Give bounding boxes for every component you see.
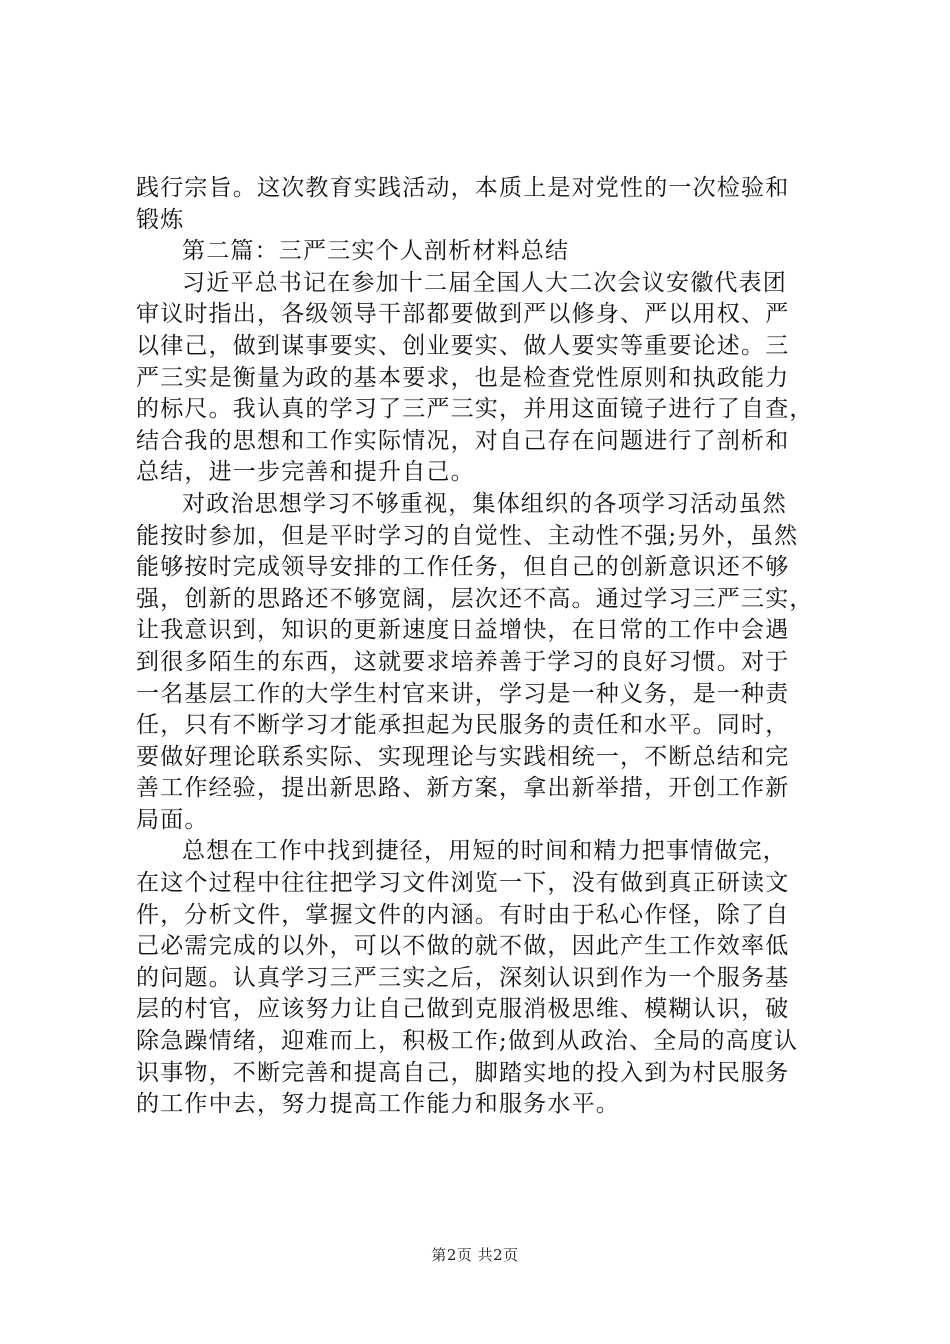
text-line: 严三实是衡量为政的基本要求，也是检查党性原则和执政能力: [136, 364, 790, 391]
document-body: [136, 173, 820, 1121]
text-line: 结合我的思想和工作实际情况，对自己存在问题进行了剖析和: [136, 427, 790, 454]
paragraph: [136, 836, 820, 1120]
text-line: 第二篇：三严三实个人剖析材料总结: [182, 238, 570, 265]
text-line: 践行宗旨。这次教育实践活动，本质上是对党性的一次检验和: [136, 175, 790, 201]
text-line: 层的村官，应该努力让自己做到克服消极思维、模糊认识，破: [136, 996, 790, 1023]
text-line: 的标尺。我认真的学习了三严三实，并用这面镜子进行了自查，: [136, 396, 814, 423]
text-line: 己必需完成的以外，可以不做的就不做，因此产生工作效率低: [136, 933, 790, 960]
text-line: 以律己，做到谋事要实、创业要实、做人要实等重要论述。三: [136, 332, 790, 359]
text-line: 任，只有不断学习才能承担起为民服务的责任和水平。同时，: [136, 712, 790, 739]
text-line: 审议时指出，各级领导干部都要做到严以修身、严以用权、严: [136, 301, 790, 328]
paragraph: [136, 489, 820, 837]
page-footer: 第2页 共2页: [431, 1246, 519, 1264]
text-line: 能按时参加，但是平时学习的自觉性、主动性不强;另外，虽然: [136, 522, 799, 549]
text-line: 总结，进一步完善和提升自己。: [136, 459, 475, 486]
text-line: 局面。: [136, 806, 209, 833]
text-line: 对政治思想学习不够重视，集体组织的各项学习活动虽然: [182, 490, 787, 517]
text-line: 总想在工作中找到捷径，用短的时间和精力把事情做完，: [182, 838, 787, 865]
text-line: 能够按时完成领导安排的工作任务，但自己的创新意识还不够: [136, 554, 790, 581]
text-line: 一名基层工作的大学生村官来讲，学习是一种义务，是一种责: [136, 680, 790, 707]
text-line: 在这个过程中往往把学习文件浏览一下，没有做到真正研读文: [136, 870, 790, 897]
text-line: 善工作经验，提出新思路、新方案，拿出新举措，开创工作新: [136, 775, 790, 802]
paragraph: [136, 268, 820, 489]
text-line: 识事物，不断完善和提高自己，脚踏实地的投入到为村民服务: [136, 1059, 790, 1086]
text-line: 要做好理论联系实际、实现理论与实践相统一，不断总结和完: [136, 743, 790, 770]
text-line: 到很多陌生的东西，这就要求培养善于学习的良好习惯。对于: [136, 648, 790, 675]
text-line: 的工作中去，努力提高工作能力和服务水平。: [136, 1091, 620, 1118]
text-line: 除急躁情绪，迎难而上，积极工作;做到从政治、全局的高度认: [136, 1028, 799, 1055]
text-line: 锻炼: [136, 206, 185, 233]
paragraph: [136, 173, 820, 236]
text-line: 让我意识到，知识的更新速度日益增快，在日常的工作中会遇: [136, 617, 790, 644]
text-line: 习近平总书记在参加十二届全国人大二次会议安徽代表团: [182, 269, 787, 296]
text-line: 件，分析文件，掌握文件的内涵。有时由于私心作怪，除了自: [136, 901, 790, 928]
text-line: 强，创新的思路还不够宽阔，层次还不高。通过学习三严三实，: [136, 585, 814, 612]
section-heading: [136, 236, 820, 268]
text-line: 的问题。认真学习三严三实之后，深刻认识到作为一个服务基: [136, 964, 790, 991]
